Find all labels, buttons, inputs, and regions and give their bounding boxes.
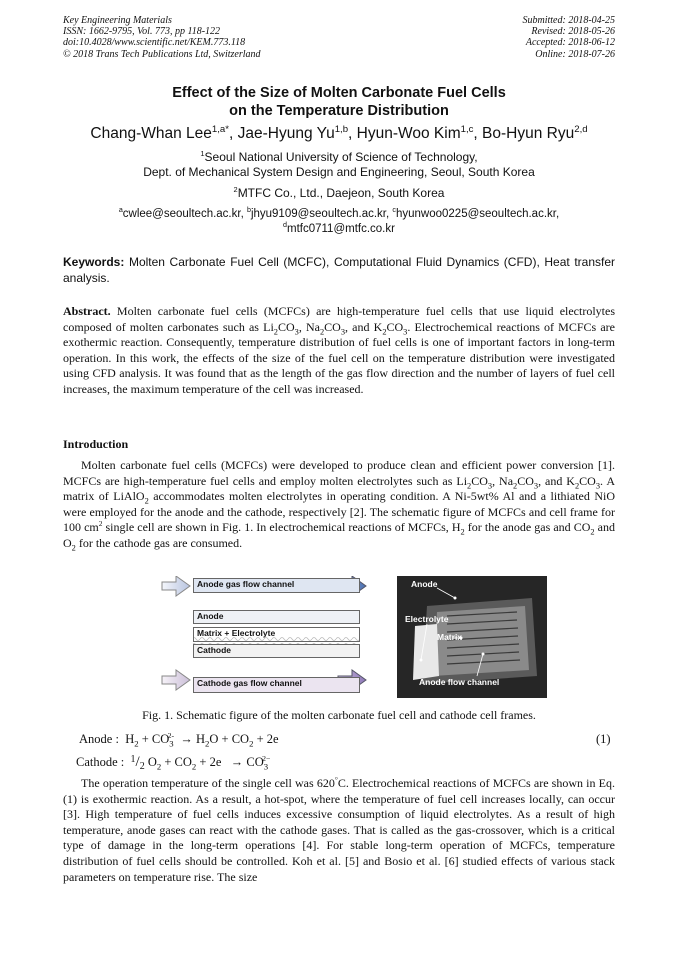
cathode-inlet-arrow [162,670,190,690]
revised-date: Revised: 2018-05-26 [531,26,615,38]
affiliation-2: $^2$MTFC Co., Ltd., Daejeon, South Korea [233,185,445,200]
submitted-date: Submitted: 2018-04-25 [522,15,615,26]
figure-caption: Fig. 1. Schematic figure of the molten carbonate fuel cell and cathode cell frames. [142,708,536,722]
author: Hyun-Woo Kim [356,125,461,142]
photo-label-anode-flow-channel: Anode flow channel [419,677,500,687]
author: Bo-Hyun Ryu [482,125,575,142]
author-list: Chang-Whan Lee$^{1,a*}$, Jae-Hyung Yu$^{1,b}$, Hyun-Woo Kim$^{1,c}$, Bo-Hyun Ryu$^{2,d}$ [90,123,588,142]
layer-matrix-electrolyte: Matrix + Electrolyte [193,627,360,642]
photo-label-anode: Anode [411,579,438,589]
section-heading: Introduction [63,437,129,451]
equation-number: (1) [596,732,611,746]
intro-paragraph: Molten carbonate fuel cells (MCFCs) were developed to produce clean and efficient power conversion [1]. MCFCs are high-temperature fuel cells and employ molten electrolytes such as $Li_2CO_3$, $Na_2CO_3$, and $K_2CO_3$. A matrix of LiAlO$_2$ accommodates molten electrolytes in operating condition. A Ni-5wt% Al and a lithiated NiO were employed for the anode and the cathode, respectively [2]. The schematic figure of MCFCs and cell frame for 100 $cm^2$ single cell are shown in Fig. 1. In electrochemical reactions of MCFCs, $H_2$ for the anode gas and $CO_2$ and $O_2$ for the cathode gas are consumed. [63,458,615,553]
email-link[interactable]: cwlee@seoultech.ac.kr, [122,208,247,220]
paper-title: Effect of the Size of Molten Carbonate Fuel Cells on the Temperature Distribution [172,85,506,119]
author: Jae-Hyung Yu [237,125,335,142]
copyright: © 2018 Trans Tech Publications Ltd, Switzerland [63,48,261,60]
layer-cathode-gas-channel: Cathode gas flow channel [193,677,360,693]
anode-inlet-arrow [162,576,190,596]
dates-header [523,15,616,60]
email-link[interactable]: jhyu9109@seoultech.ac.kr, [250,208,393,220]
layer-anode: Anode [193,610,360,624]
accepted-date: Accepted: 2018-06-12 [525,37,615,49]
body-paragraph: The operation temperature of the single cell was 620°C. Electrochemical reactions of MCFCs are shown in Eq. (1) is exothermic reaction. As a result, a hot-spot, where the temperature of fuel cell increases locally, can occur [3]. High temperature of fuel cells induces excessive consumption of liquid electrolytes. As a result of high temperature, anode gases can react with the cathode gases. That is called as the gas-crossover, which is a critical type of damage in the long-term operations [4]. For stable long-term operation of MCFCs, temperature distribution of fuel cells should be controlled. Koh et al. [5] and Bosio et al. [6] studied effects of various stack parameters on temperature rise. The size [63,775,615,884]
email-link[interactable]: mtfc0711@mtfc.co.kr [287,223,395,235]
affiliation-1: $^1$Seoul National University of Science of Technology, Dept. of Mechanical System Design and Engineering, Seoul, South Korea [143,149,535,179]
journal-name: Key Engineering Materials [63,15,172,26]
cell-frame-photo [397,576,547,698]
doi-link[interactable]: doi:10.4028/www.scientific.net/KEM.773.118 [63,37,246,49]
layer-cathode: Cathode [193,644,360,658]
email-link[interactable]: hyunwoo0225@seoultech.ac.kr, [395,208,560,220]
keywords: Keywords: Molten Carbonate Fuel Cell (MCFC), Computational Fluid Dynamics (CFD), Heat transfer analysis. [63,255,615,285]
author: Chang-Whan Lee [90,125,212,142]
author-emails: $^a$cwlee@seoultech.ac.kr, $^b$jhyu9109@seoultech.ac.kr, $^c$hyunwoo0225@seoultech.ac.kr, $^d$mtfc0711@mtfc.co.kr [118,206,560,235]
equation-cathode: Cathode : $^1/_2$ $O_2 + CO_2 + 2e$ → $CO_3^{2-}$ [76,753,271,772]
photo-label-matrix: Matrix [437,632,463,642]
online-date: Online: 2018-07-26 [535,48,615,60]
journal-header [63,15,261,60]
abstract: Abstract. Molten carbonate fuel cells (MCFCs) are high-temperature fuel cells that use liquid electrolytes composed of molten carbonates such as $Li_2CO_3$, $Na_2CO_3$, and $K_2CO_3$. Electrochemical reactions of MCFCs are exothermic reaction. Consequently, temperature distribution of fuel cells is one of important factors in long-term operation. In this work, the effects of the size of the fuel cell on the temperature distribution were investigated using CFD analysis. It was found that as the length of the gas flow direction and the number of layers of fuel cell increases, the maximum temperature of the cell was increased. [63,304,615,396]
equation-anode: Anode : $H_2 + CO_3^{2-} \to H_2O + CO_2 + 2e$ [79,730,279,749]
issn: ISSN: 1662-9795, Vol. 773, pp 118-122 [63,26,221,38]
layer-anode-gas-channel: Anode gas flow channel [193,578,360,593]
photo-label-electrolyte: Electrolyte [405,614,449,624]
